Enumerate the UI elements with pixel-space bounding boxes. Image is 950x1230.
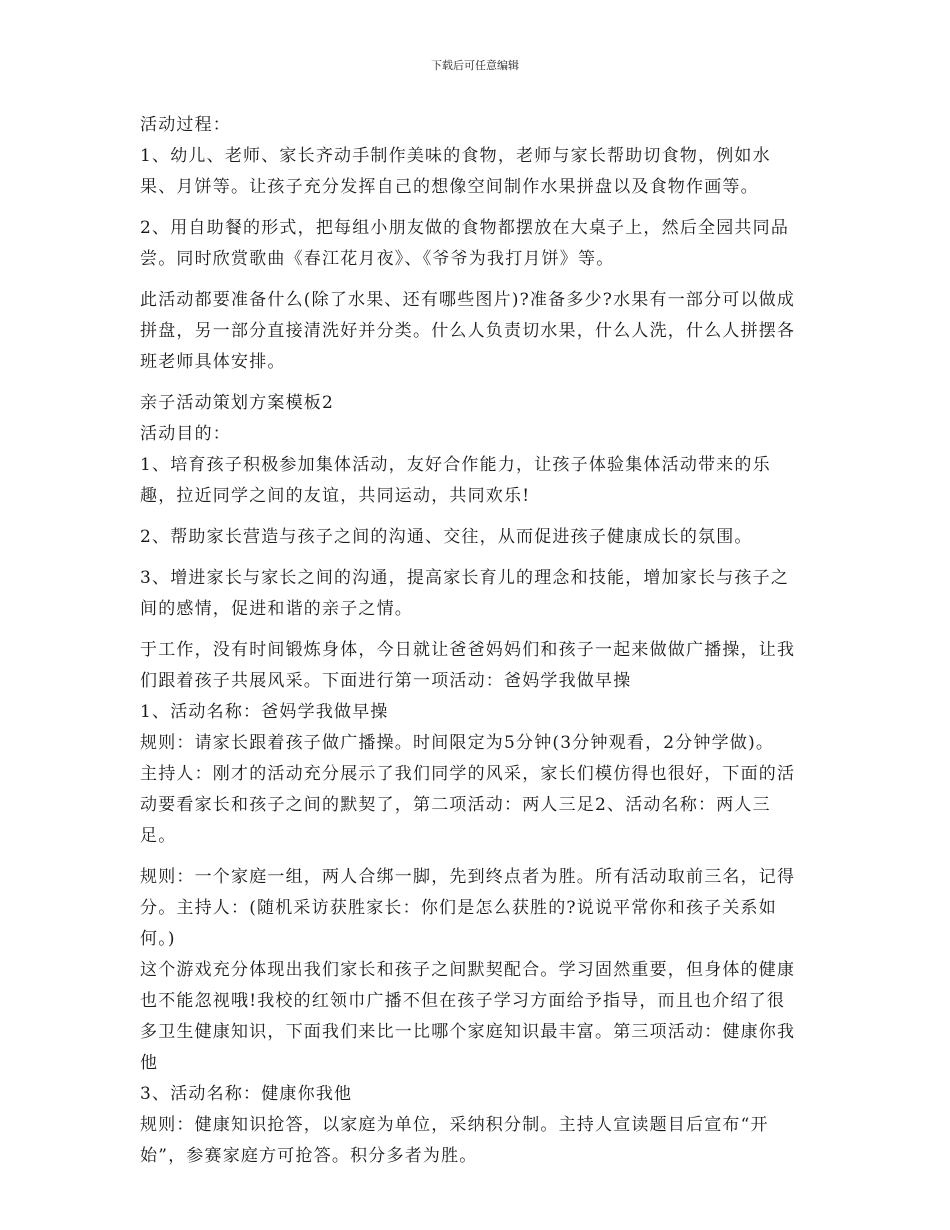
activity-title-3: 3、活动名称：健康你我他 — [140, 1084, 353, 1104]
paragraph: 规则：健康知识抢答，以家庭为单位，采纳积分制。主持人宣读题目后宣布“开 始”，参赛家庭方可抢答。积分多者为胜。 — [140, 1115, 769, 1166]
paragraph: 于工作，没有时间锻炼身体，今日就让爸爸妈妈们和孩子一起来做做广播操，让我 们跟着孩子共展风采。下面进行第一项活动：爸妈学我做早操 — [140, 640, 796, 691]
document-body — [140, 110, 820, 1172]
page-header: 下载后可任意编辑 — [431, 59, 519, 72]
section-label-purpose: 活动目的： — [140, 424, 231, 444]
section-heading-template-2: 亲子活动策划方案模板2 — [140, 393, 335, 413]
paragraph: 这个游戏充分体现出我们家长和孩子之间默契配合。学习固然重要，但身体的健康 也不能忽视哦!我校的红领巾广播不但在孩子学习方面给予指导，而且也介绍了很 多卫生健康知识，下面我们来比一比哪个家庭知识最丰富。第三项活动：健康你我 他 — [140, 960, 796, 1073]
paragraph: 规则：一个家庭一组，两人合绑一脚，先到终点者为胜。所有活动取前三名，记得 分。主持人：(随机采访获胜家长：你们是怎么获胜的?说说平常你和孩子关系如 何。) — [140, 867, 796, 949]
paragraph: 3、增进家长与家长之间的沟通，提高家长育儿的理念和技能，增加家长与孩子之 间的感情，促进和谐的亲子之情。 — [140, 568, 790, 619]
paragraph: 此活动都要准备什么(除了水果、还有哪些图片)?准备多少?水果有一部分可以做成 拼盘，另一部分直接清洗好并分类。什么人负责切水果，什么人洗，什么人拼摆各 班老师具体安排。 — [140, 290, 796, 372]
paragraph: 规则：请家长跟着孩子做广播操。时间限定为5分钟(3分钟观看，2分钟学做)。 — [140, 733, 775, 753]
paragraph: 主持人：刚才的活动充分展示了我们同学的风采，家长们模仿得也很好，下面的活 动要看家长和孩子之间的默契了，第二项活动：两人三足2、活动名称：两人三 足。 — [140, 764, 796, 846]
section-label-process: 活动过程： — [140, 115, 231, 135]
paragraph: 1、幼儿、老师、家长齐动手制作美味的食物，老师与家长帮助切食物，例如水 果、月饼等。让孩子充分发挥自己的想像空间制作水果拼盘以及食物作画等。 — [140, 146, 771, 197]
paragraph: 2、帮助家长营造与孩子之间的沟通、交往，从而促进孩子健康成长的氛围。 — [140, 527, 753, 547]
paragraph: 2、用自助餐的形式，把每组小朋友做的食物都摆放在大桌子上，然后全园共同品 尝。同时欣赏歌曲《春江花月夜》、《爷爷为我打月饼》等。 — [140, 218, 790, 269]
activity-title-1: 1、活动名称：爸妈学我做早操 — [140, 702, 389, 722]
paragraph: 1、培育孩子积极参加集体活动，友好合作能力，让孩子体验集体活动带来的乐 趣，拉近同学之间的友谊，共同运动，共同欢乐! — [140, 455, 771, 506]
